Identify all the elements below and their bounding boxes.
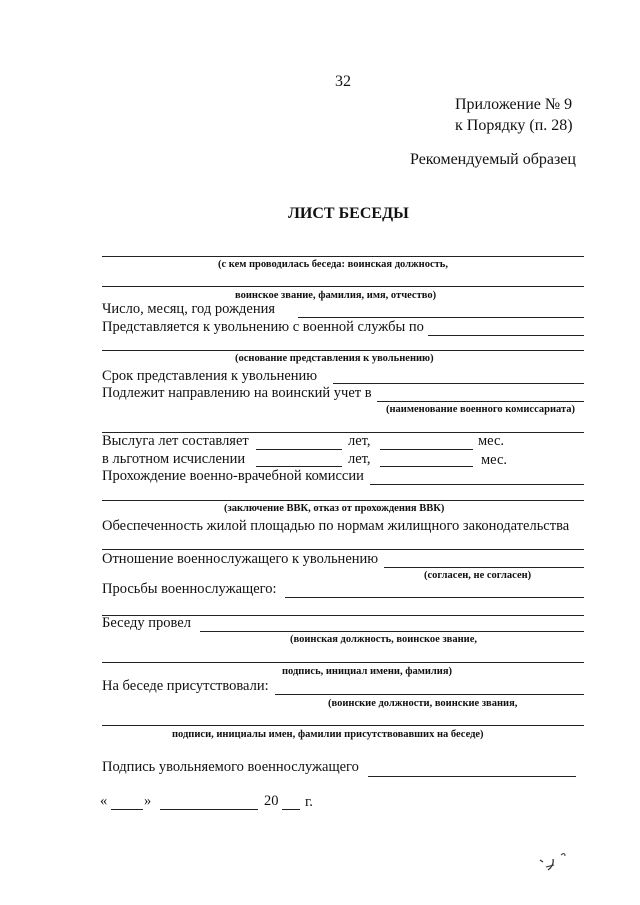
present-label: На беседе присутствовали:: [102, 678, 269, 694]
hint-conductor-signature: подпись, инициал имени, фамилия): [282, 666, 453, 677]
present-line[interactable]: [275, 694, 584, 695]
dismissal-basis-line[interactable]: [102, 350, 584, 351]
birth-date-line[interactable]: [298, 317, 584, 318]
requests-line-1[interactable]: [285, 597, 584, 598]
preferential-label: в льготном исчислении: [102, 451, 246, 467]
preferential-months-unit: мес.: [481, 452, 508, 468]
signature-line[interactable]: [368, 776, 576, 777]
page-number: 32: [335, 73, 351, 90]
birth-date-label: Число, месяц, год рождения: [102, 301, 276, 317]
dismissal-term-label: Срок представления к увольнению: [102, 368, 318, 384]
date-open-quote: «: [100, 793, 108, 809]
document-title: ЛИСТ БЕСЕДЫ: [288, 205, 409, 222]
medical-conclusion-line[interactable]: [102, 500, 584, 501]
dismissal-term-line[interactable]: [333, 383, 584, 384]
preferential-years-unit: лет,: [348, 451, 371, 467]
service-years-unit: лет,: [348, 433, 371, 449]
date-year-suffix: г.: [305, 794, 313, 810]
service-years-line[interactable]: [256, 449, 342, 450]
date-year-line[interactable]: [282, 809, 300, 810]
service-months-line[interactable]: [380, 449, 473, 450]
preferential-years-line[interactable]: [256, 466, 342, 467]
hint-rank-name: воинское звание, фамилия, имя, отчество): [235, 290, 437, 301]
with-whom-line-1[interactable]: [102, 256, 584, 257]
housing-line[interactable]: [102, 549, 584, 550]
present-signatures-line[interactable]: [102, 725, 584, 726]
service-years-label: Выслуга лет составляет: [102, 433, 249, 449]
conductor-signature-line[interactable]: [102, 662, 584, 663]
military-registration-line[interactable]: [377, 401, 584, 402]
appendix-number: Приложение № 9: [455, 96, 573, 113]
handwritten-mark: [534, 850, 574, 876]
hint-dismissal-basis: (основание представления к увольнению): [235, 353, 434, 364]
date-year-prefix: 20: [264, 793, 279, 809]
hint-with-whom: (с кем проводилась беседа: воинская должность,: [218, 259, 448, 270]
hint-agree: (согласен, не согласен): [424, 570, 532, 581]
recommended-sample: Рекомендуемый образец: [410, 151, 576, 168]
hint-present-signatures: подписи, инициалы имен, фамилии присутствовавших на беседе): [172, 729, 484, 740]
requests-label: Просьбы военнослужащего:: [102, 581, 277, 597]
appendix-reference: к Порядку (п. 28): [455, 117, 573, 134]
conducted-label: Беседу провел: [102, 615, 191, 631]
date-day-line[interactable]: [111, 809, 143, 810]
hint-conductor-position: (воинская должность, воинское звание,: [290, 634, 477, 645]
hint-present-positions: (воинские должности, воинские звания,: [328, 698, 518, 709]
conducted-line[interactable]: [200, 631, 584, 632]
military-registration-label: Подлежит направлению на воинский учет в: [102, 385, 372, 401]
date-month-line[interactable]: [160, 809, 258, 810]
with-whom-line-2[interactable]: [102, 286, 584, 287]
medical-commission-line[interactable]: [370, 484, 584, 485]
attitude-label: Отношение военнослужащего к увольнению: [102, 551, 379, 567]
preferential-months-line[interactable]: [380, 466, 473, 467]
dismissal-line[interactable]: [428, 335, 584, 336]
attitude-line[interactable]: [384, 567, 584, 568]
hint-medical: (заключение ВВК, отказ от прохождения ВВК): [224, 503, 445, 514]
dismissal-label: Представляется к увольнению с военной службы по: [102, 319, 424, 335]
medical-commission-label: Прохождение военно-врачебной комиссии: [102, 468, 364, 484]
hint-commissariat: (наименование военного комиссариата): [386, 404, 576, 415]
service-months-unit: мес.: [478, 433, 505, 449]
signature-label: Подпись увольняемого военнослужащего: [102, 759, 359, 775]
housing-label: Обеспеченность жилой площадью по нормам жилищного законодательства: [102, 518, 570, 534]
date-close-quote: »: [144, 793, 152, 809]
